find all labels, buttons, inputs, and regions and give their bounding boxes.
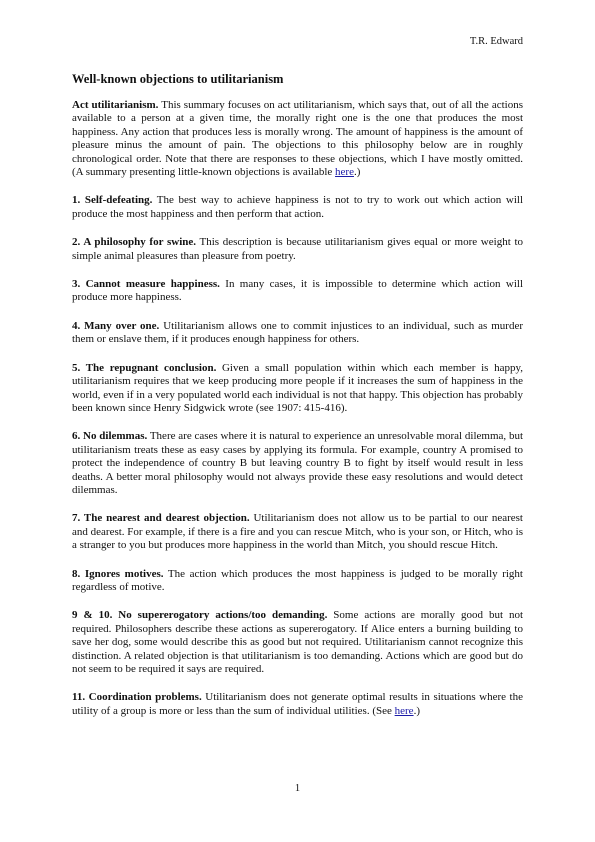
intro-heading: Act utilitarianism. [72, 99, 159, 111]
objection-text: Utilitarianism does not generate optimal results in situations where the utility of a group is more or less than the sum of individual utilities. (See [72, 691, 523, 717]
objection-heading: 4. Many over one. [72, 319, 160, 332]
objection-8 [72, 568, 523, 595]
objection-7 [72, 512, 523, 552]
objection-heading: 2. A philosophy for swine. [72, 236, 197, 249]
intro-paragraph [72, 99, 523, 179]
objection-2 [72, 236, 523, 263]
objection-heading: 1. Self-defeating. [72, 194, 153, 207]
objection-3 [72, 278, 523, 305]
objection-heading: 11. Coordination problems. [72, 691, 202, 704]
objection-heading: 3. Cannot measure happiness. [72, 278, 220, 291]
objection-heading: 6. No dilemmas. [72, 430, 148, 443]
objection-text: The action which produces the most happiness is judged to be morally right regardless of motive. [72, 567, 523, 593]
objection-9-10 [72, 609, 523, 676]
objection-text: Utilitarianism allows one to commit injustices to an individual, such as murder them or enslave them, if it produces enough happiness for others. [72, 319, 523, 346]
objection-4 [72, 320, 523, 347]
objection-text: There are cases where it is natural to experience an unresolvable moral dilemma, but utilitarianism treats these as easy cases by applying its formula. For example, country A promised to protect the independence of country B but leaving country B to fight by itself would result in less deaths. A better moral philosophy would not always provide these easy resolutions and would detect dilemmas. [72, 430, 523, 496]
objection-heading: 9 & 10. No supererogatory actions/too demanding. [72, 609, 328, 622]
page-title: Well-known objections to utilitarianism [72, 72, 284, 86]
objection-heading: 7. The nearest and dearest objection. [72, 512, 250, 525]
objection-text: Some actions are morally good but not required. Philosophers describe these actions as supererogatory. If Alice enters a burning building to save her dog, some would describe this as good but not required. Utilitarianism cannot recognize this distinction. A related objection is that utilitarianism is too demanding. Actions which are good but do not seem to be required it says are required. [72, 609, 524, 675]
objection-11 [72, 691, 523, 718]
intro-text: This summary focuses on act utilitarianism, which says that, out of all the actions available to a person at a given time, the morally right one is the one that produces the most happiness. Any action that produces less is morally wrong. The amount of happiness is the amount of pleasure minus the amount of pain. The objections to this philosophy below are in roughly chronological order. Note that there are responses to these objections, which I have mostly omitted. (A summary presenting little-known objections is available [72, 99, 523, 179]
objection-text: Utilitarianism does not allow us to be partial to our nearest and dearest. For example, if there is a fire and you can rescue Mitch, who is your son, or Hitch, who is a stranger to you but produces more happiness in the world than Mitch, you should rescue Hitch. [72, 512, 523, 552]
objection-6 [72, 430, 523, 497]
objection-heading: 5. The repugnant conclusion. [72, 361, 217, 374]
objection-text: The best way to achieve happiness is not to try to work out which action will produce the most happiness and then perform that action. [72, 194, 524, 220]
objection-text: Given a small population within which each member is happy, utilitarianism requires that we keep producing more people if it increases the sum of happiness in the world, even if in a very populated world each individual is not that happy. This objection has probably been known since Henry Sidgwick wrote (see 1907: 415-416). [72, 361, 523, 414]
author-name: T.R. Edward [469, 36, 523, 47]
objection-heading: 8. Ignores motives. [72, 567, 164, 580]
document-body [72, 99, 523, 733]
objection-text: In many cases, it is impossible to determine which action will produce more happiness. [72, 278, 523, 304]
objection-text-end: .) [413, 704, 420, 717]
objection-5 [72, 362, 523, 416]
intro-here-link[interactable]: here [335, 166, 354, 179]
objection-1 [72, 194, 523, 221]
page-number: 1 [294, 783, 301, 794]
objection-11-here-link[interactable]: here [394, 704, 414, 717]
objection-text: This description is because utilitarianism gives equal or more weight to simple animal pleasures than pleasure from poetry. [72, 236, 523, 262]
intro-text-end: .) [353, 166, 361, 179]
